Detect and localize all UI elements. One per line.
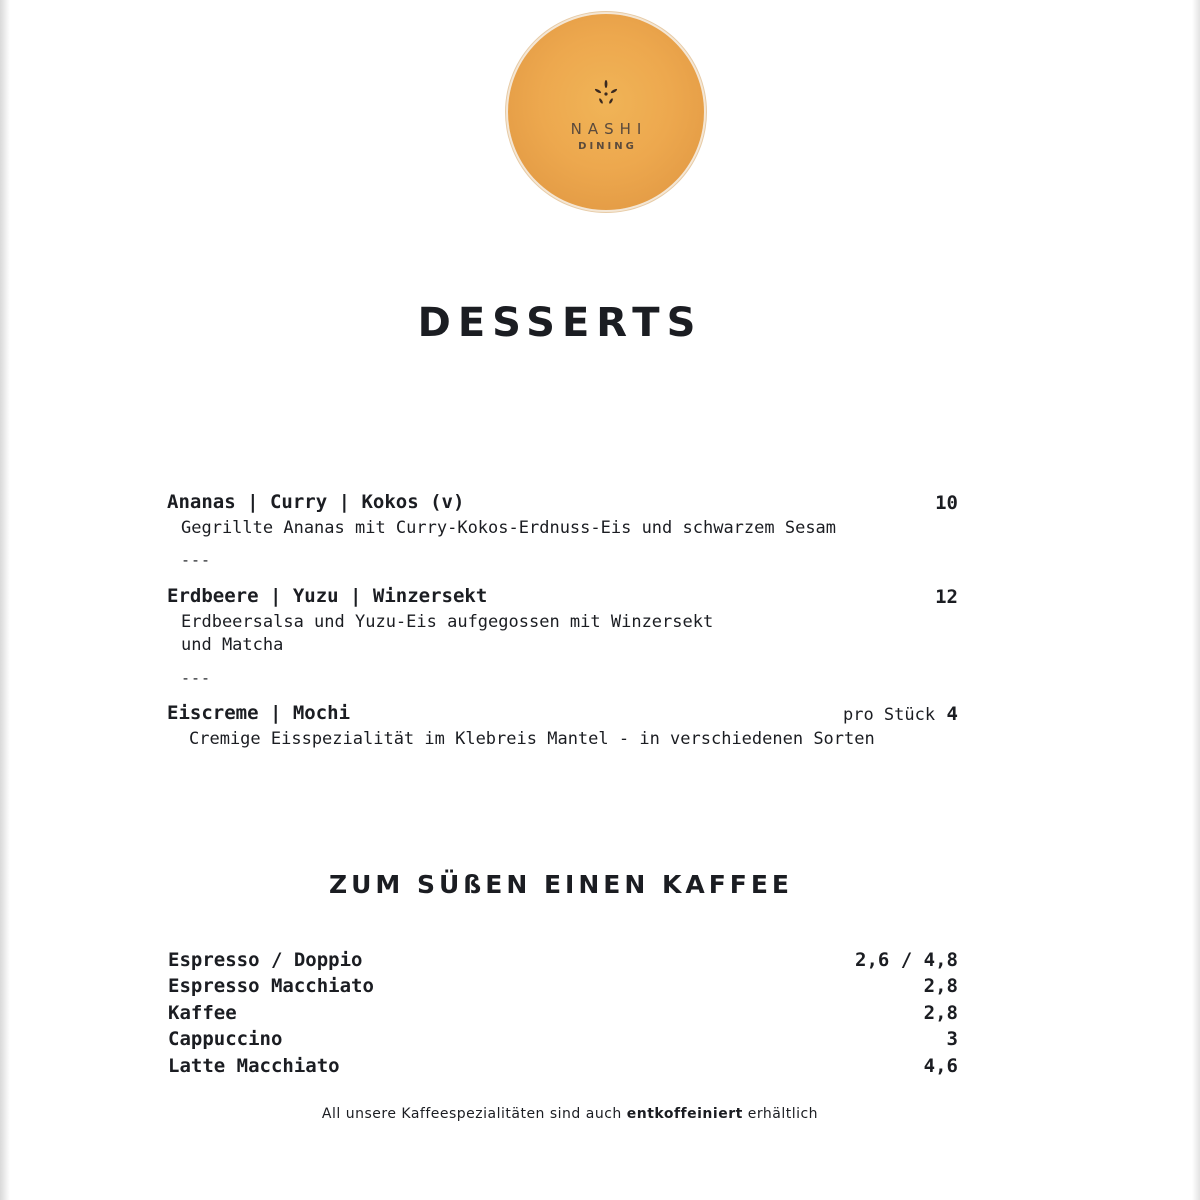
logo-name: NASHI bbox=[570, 120, 648, 138]
coffee-price: 2,6 / 4,8 bbox=[855, 949, 958, 971]
page-edge-shadow-left bbox=[0, 0, 10, 1200]
dessert-price-ananas: 10 bbox=[935, 492, 958, 514]
coffee-name: Espresso / Doppio bbox=[168, 949, 363, 971]
coffee-section-title: ZUM SÜßEN EINEN KAFFEE bbox=[328, 870, 794, 899]
coffee-row bbox=[168, 1028, 958, 1054]
coffee-name: Cappuccino bbox=[168, 1028, 283, 1050]
separator: --- bbox=[181, 669, 212, 687]
coffee-name: Espresso Macchiato bbox=[168, 975, 374, 997]
coffee-row bbox=[168, 1002, 958, 1028]
coffee-price: 3 bbox=[946, 1028, 958, 1050]
dessert-name-ananas: Ananas | Curry | Kokos (v) bbox=[167, 491, 465, 513]
dessert-description-ananas: Gegrillte Ananas mit Curry-Kokos-Erdnuss-Eis und schwarzem Sesam bbox=[181, 518, 837, 538]
dessert-description-erdbeere-line-2: und Matcha bbox=[181, 635, 284, 655]
decaf-footnote bbox=[0, 1106, 1140, 1122]
coffee-row bbox=[168, 949, 958, 975]
price-prefix: pro Stück bbox=[842, 705, 936, 725]
nashi-flower-icon bbox=[590, 78, 622, 110]
coffee-row bbox=[168, 1055, 958, 1081]
dessert-description-mochi: Cremige Eisspezialität im Klebreis Mantel - in verschiedenen Sorten bbox=[189, 729, 875, 749]
dessert-description-erdbeere-line-1: Erdbeersalsa und Yuzu-Eis aufgegossen mit Winzersekt bbox=[181, 612, 714, 632]
footnote-text-before: All unsere Kaffeespezialitäten sind auch bbox=[321, 1106, 622, 1122]
coffee-name: Kaffee bbox=[168, 1002, 237, 1024]
coffee-price: 4,6 bbox=[923, 1055, 958, 1077]
separator: --- bbox=[181, 551, 212, 569]
coffee-price: 2,8 bbox=[923, 1002, 958, 1024]
dessert-name-mochi: Eiscreme | Mochi bbox=[167, 702, 351, 724]
page-edge-shadow-right bbox=[1192, 0, 1200, 1200]
desserts-title: DESSERTS bbox=[417, 300, 703, 346]
footnote-text-bold: entkoffeiniert bbox=[626, 1106, 743, 1122]
footnote-text-after: erhältlich bbox=[747, 1106, 819, 1122]
price-value: 4 bbox=[946, 703, 958, 725]
coffee-price: 2,8 bbox=[923, 975, 958, 997]
coffee-row bbox=[168, 975, 958, 1001]
dessert-price-mochi bbox=[843, 703, 958, 725]
dessert-price-erdbeere: 12 bbox=[935, 586, 958, 608]
logo-subtitle: DINING bbox=[578, 141, 637, 152]
dessert-name-erdbeere: Erdbeere | Yuzu | Winzersekt bbox=[167, 585, 488, 607]
coffee-name: Latte Macchiato bbox=[168, 1055, 340, 1077]
nashi-dining-logo bbox=[508, 14, 704, 210]
